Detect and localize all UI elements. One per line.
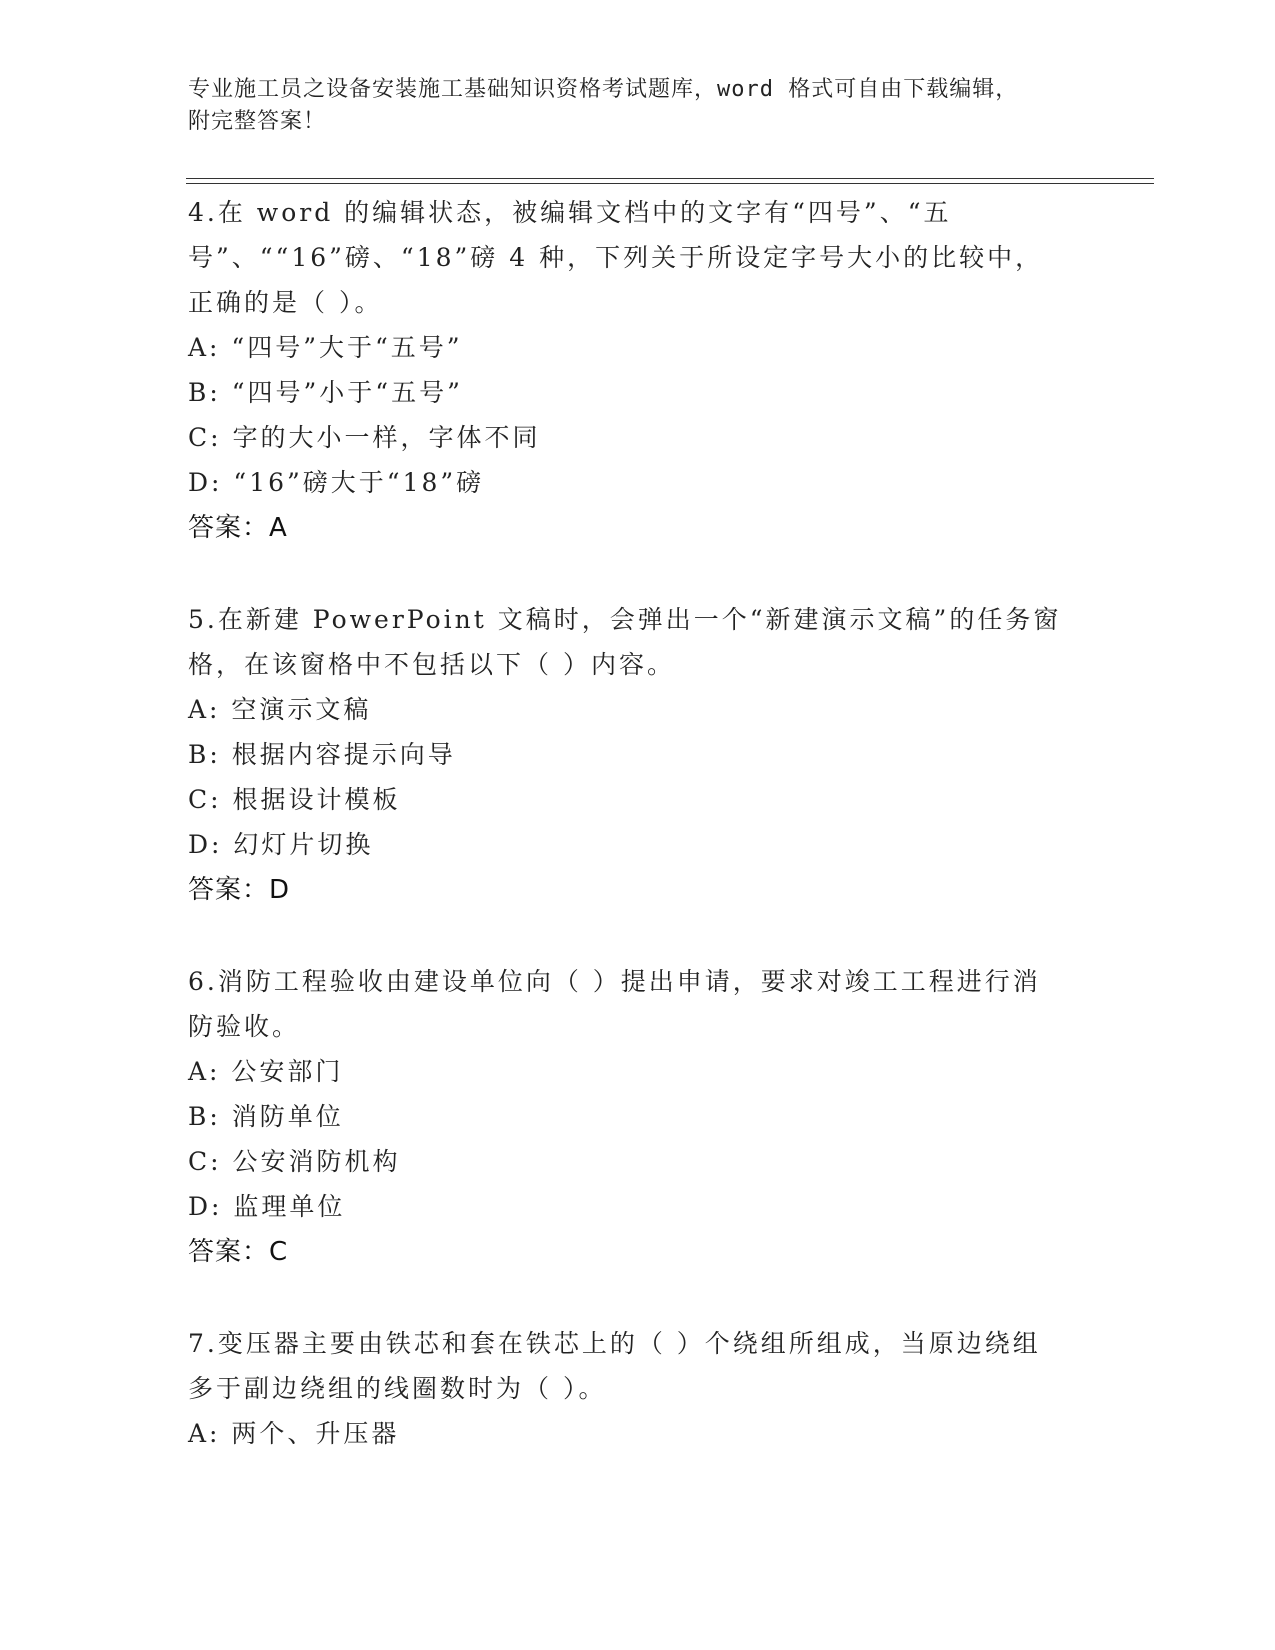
option-d: D: 监理单位 [188, 1192, 346, 1221]
option-a: A: “四号”大于“五号” [188, 333, 463, 362]
option-d: D: “16”磅大于“18”磅 [188, 468, 485, 497]
question-7 [188, 1321, 1088, 1456]
header-divider-bottom [186, 183, 1154, 184]
question-5 [188, 597, 1088, 913]
header-line-1: 专业施工员之设备安装施工基础知识资格考试题库，word 格式可自由下载编辑， [188, 77, 1019, 102]
question-4 [188, 190, 1088, 551]
option-d: D: 幻灯片切换 [188, 830, 374, 859]
header-divider-top [186, 178, 1154, 179]
question-text: 5.在新建 PowerPoint 文稿时，会弹出一个“新建演示文稿”的任务窗格，在该窗格中不包括以下（ ）内容。 [188, 605, 1062, 679]
option-b: B: 消防单位 [188, 1102, 344, 1131]
question-list [188, 190, 1088, 1502]
question-text: 7.变压器主要由铁芯和套在铁芯上的（ ）个绕组所组成，当原边绕组多于副边绕组的线圈数时为（ ）。 [188, 1329, 1041, 1403]
option-a: A: 公安部门 [188, 1057, 344, 1086]
option-b: B: “四号”小于“五号” [188, 378, 463, 407]
option-c: C: 根据设计模板 [188, 785, 401, 814]
document-header [188, 74, 1068, 138]
option-a: A: 两个、升压器 [188, 1419, 400, 1448]
answer-label: 答案：A [188, 513, 288, 543]
header-line-2: 附完整答案！ [188, 109, 327, 134]
option-b: B: 根据内容提示向导 [188, 740, 456, 769]
question-text: 6.消防工程验收由建设单位向（ ）提出申请，要求对竣工工程进行消防验收。 [188, 967, 1041, 1041]
answer-label: 答案：D [188, 875, 291, 905]
question-6 [188, 959, 1088, 1275]
answer-label: 答案：C [188, 1237, 289, 1267]
option-c: C: 字的大小一样，字体不同 [188, 423, 541, 452]
option-c: C: 公安消防机构 [188, 1147, 401, 1176]
option-a: A: 空演示文稿 [188, 695, 372, 724]
question-text: 4.在 word 的编辑状态，被编辑文档中的文字有“四号”、“五号”、““16”磅、“18”磅 4 种，下列关于所设定字号大小的比较中，正确的是（ ）。 [188, 198, 1044, 317]
